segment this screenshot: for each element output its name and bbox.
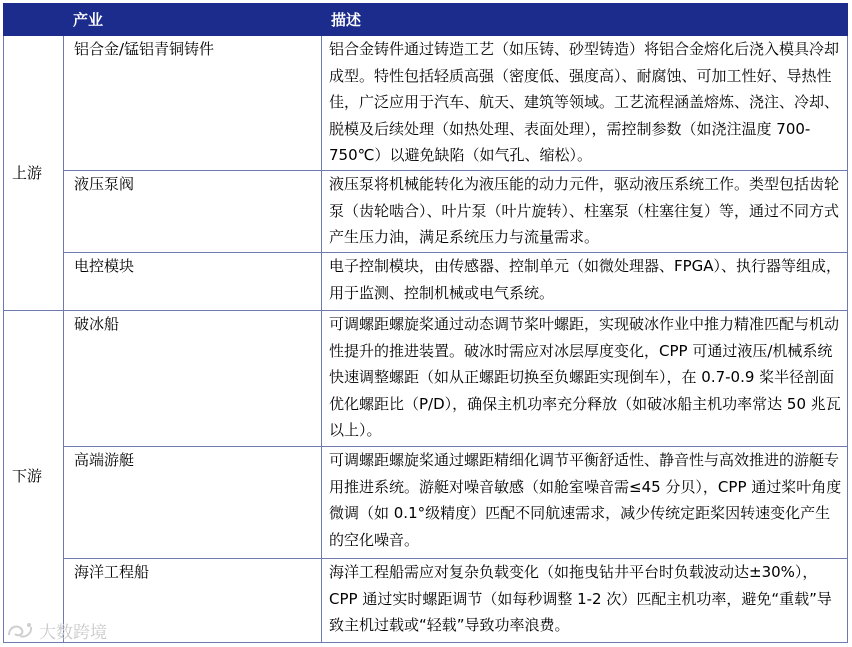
table-row: [4, 36, 848, 171]
watermark-text: 大数跨境: [39, 623, 107, 643]
description-cell: 可调螺距螺旋桨通过螺距精细化调节平衡舒适性、静音性与高效推进的游艇专用推进系统。游艇对噪音敏感（如舱室噪音需≤45 分贝），CPP 通过桨叶角度微调（如 0.1°级精度）匹配不同航速需求，减少传统定距桨因转速变化产生的空化噪音。: [322, 447, 848, 559]
table-body: [4, 36, 848, 643]
description-cell: 电子控制模块，由传感器、控制单元（如微处理器、FPGA）、执行器等组成，用于监测、控制机械或电气系统。: [322, 253, 848, 311]
table-header: [4, 4, 848, 36]
table-row: [4, 559, 848, 643]
header-segment: [4, 4, 64, 36]
header-industry: 产业: [64, 4, 322, 36]
swirl-logo-icon: [5, 620, 35, 642]
description-cell: 海洋工程船需应对复杂负载变化（如拖曳钻井平台时负载波动达±30%），CPP 通过实时螺距调节（如每秒调整 1-2 次）匹配主机功率，避免“重载”导致主机过载或“轻载”导致功率浪费。: [322, 559, 848, 643]
industry-chain-table: [3, 3, 848, 643]
table-row: [4, 311, 848, 447]
description-cell: 液压泵将机械能转化为液压能的动力元件，驱动液压系统工作。类型包括齿轮泵（齿轮啮合）、叶片泵（叶片旋转）、柱塞泵（柱塞往复）等，通过不同方式产生压力油，满足系统压力与流量需求。: [322, 171, 848, 253]
industry-cell: 电控模块: [64, 253, 322, 311]
industry-cell: 高端游艇: [64, 447, 322, 559]
segment-downstream: 下游: [4, 311, 64, 643]
segment-upstream: 上游: [4, 36, 64, 311]
industry-cell: 破冰船: [64, 311, 322, 447]
header-row: [4, 4, 848, 36]
industry-cell: 铝合金/锰铝青铜铸件: [64, 36, 322, 171]
industry-cell: 海洋工程船: [64, 559, 322, 643]
header-description: 描述: [322, 4, 848, 36]
table-row: [4, 447, 848, 559]
description-cell: 可调螺距螺旋桨通过动态调节桨叶螺距，实现破冰作业中推力精准匹配与机动性提升的推进装置。破冰时需应对冰层厚度变化，CPP 可通过液压/机械系统快速调整螺距（如从正螺距切换至负螺距实现倒车），在 0.7-0.9 桨半径剖面优化螺距比（P/D），确保主机功率充分释放（如破冰船主机功率常达 50 兆瓦以上）。: [322, 311, 848, 447]
table-row: [4, 253, 848, 311]
industry-cell: 液压泵阀: [64, 171, 322, 253]
watermark: [5, 618, 107, 643]
table-row: [4, 171, 848, 253]
description-cell: 铝合金铸件通过铸造工艺（如压铸、砂型铸造）将铝合金熔化后浇入模具冷却成型。特性包括轻质高强（密度低、强度高）、耐腐蚀、可加工性好、导热性佳，广泛应用于汽车、航天、建筑等领域。工艺流程涵盖熔炼、浇注、冷却、脱模及后续处理（如热处理、表面处理），需控制参数（如浇注温度 700-750℃）以避免缺陷（如气孔、缩松）。: [322, 36, 848, 171]
